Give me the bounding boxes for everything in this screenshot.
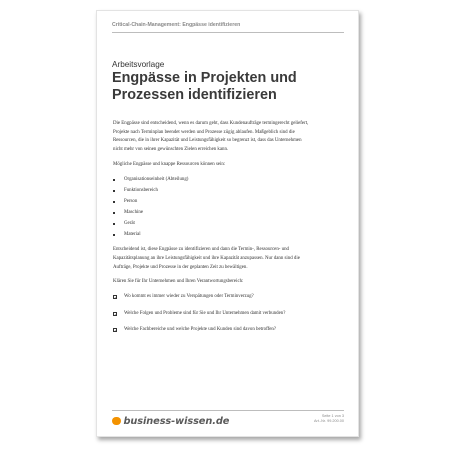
decisive-paragraph: Entscheidend ist, diese Engpässe zu identifizieren und dann die Termin-, Ressourcen- und Kapazitätsplanung an ihre Leistungsfähigkeit und ihre Kapazität anzupassen. Nur dann sind die Aufträge, Projekte und Prozesse in der geplanten Zeit zu bewältigen. xyxy=(113,247,300,270)
list-item: Material xyxy=(113,231,311,240)
brand-logo xyxy=(112,415,229,427)
running-header: Critical-Chain-Management: Engpässe identifizieren xyxy=(112,22,241,28)
question-item: ✓ Welche Fachbereiche und welche Projekte und Kunden sind davon betroffen? xyxy=(114,327,277,334)
clarify-paragraph: Klären Sie für Ihr Unternehmen und Ihren Verantwortungsbereich: xyxy=(113,279,244,285)
checkbox-icon: ✓ xyxy=(114,328,118,334)
logo-text: business-wissen.de xyxy=(123,415,230,427)
intro-paragraph: Die Engpässe sind entscheidend, wenn es darum geht, dass Kundenaufträge termingerecht geliefert, Projekte nach Terminplan beendet werden und Prozesse zügig ablaufen. Maßgeblich sind die Ressourcen, die in ihrer Kapazität und Leistungsfähigkeit so begrenzt ist, dass das Unternehmen nicht mehr von seinen gewünschten Zielen erreichen kann. xyxy=(113,121,309,153)
bullet-icon xyxy=(113,212,115,214)
bullet-icon xyxy=(113,179,115,181)
list-item: Organisationseinheit (Abteilung) xyxy=(113,176,311,185)
bullet-icon xyxy=(113,190,115,192)
document-body xyxy=(113,120,311,343)
document-type-label: Arbeitsvorlage xyxy=(112,60,165,69)
list-intro: Mögliche Engpässe und knappe Ressourcen können sein: xyxy=(113,161,226,167)
list-item: Funktionsbereich xyxy=(113,187,311,196)
footer-meta xyxy=(314,414,344,424)
question-item: ✓ Wo kommt es immer wieder zu Verspätungen oder Terminverzug? xyxy=(114,294,254,301)
bullet-icon xyxy=(113,234,115,236)
list-item: Maschine xyxy=(113,209,311,218)
checkbox-icon: ✓ xyxy=(114,295,118,301)
list-item: Person xyxy=(113,198,311,207)
footer-divider xyxy=(112,410,344,411)
bullet-icon xyxy=(113,223,115,225)
logo-dot-icon xyxy=(112,417,121,426)
question-item: ✓ Welche Folgen und Probleme sind für Sie und Ihr Unternehmen damit verbunden? xyxy=(114,310,286,317)
article-number: Art.-Nr. 99.200.00 xyxy=(314,419,344,423)
list-item: Gerät xyxy=(113,220,311,229)
header-divider xyxy=(112,32,344,33)
checkbox-icon: ✓ xyxy=(114,311,118,317)
resource-list xyxy=(113,176,311,240)
page-number: Seite 1 von 3 xyxy=(321,414,344,418)
bullet-icon xyxy=(113,201,115,203)
document-title: Engpässe in Projekten und Prozessen identifizieren xyxy=(112,70,297,103)
